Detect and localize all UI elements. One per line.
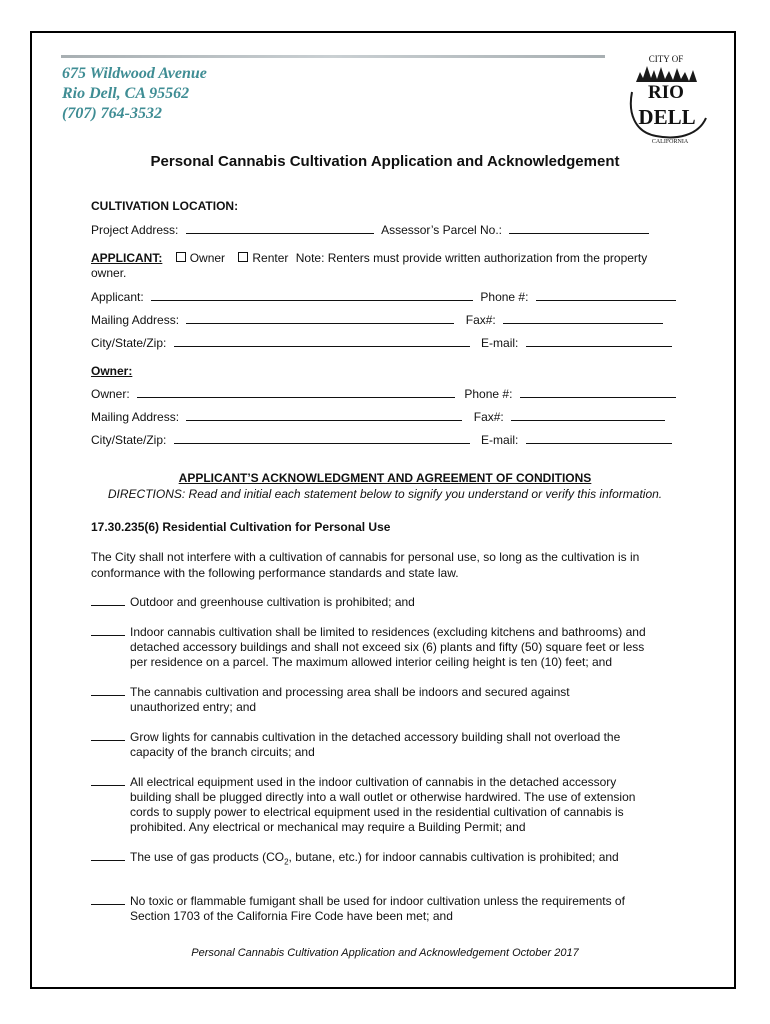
owner-name-label: Owner: — [91, 387, 130, 401]
page-footer: Personal Cannabis Cultivation Application and Acknowledgement October 2017 — [191, 947, 579, 959]
list-item — [91, 894, 681, 923]
owner-fax-label: Fax#: — [473, 410, 504, 424]
location-heading: CULTIVATION LOCATION: — [91, 199, 239, 213]
applicant-name-row — [91, 289, 676, 304]
city-of-rio-dell-logo — [626, 52, 712, 146]
renter-option-label: Renter — [252, 251, 289, 265]
owner-mailing-field[interactable] — [186, 409, 462, 421]
owner-heading: Owner: — [91, 364, 133, 378]
initial-line[interactable] — [91, 685, 125, 696]
item-text: capacity of the branch circuits; and — [130, 745, 315, 759]
ack-directions: DIRECTIONS: Read and initial each statement below to signify you understand or verify this information. — [107, 487, 663, 501]
logo-rio: RIO — [648, 82, 684, 103]
initial-line[interactable] — [91, 775, 125, 786]
project-address-field[interactable] — [186, 222, 374, 234]
page-border — [30, 31, 736, 989]
city-address-block — [62, 64, 207, 124]
item-text: cords to supply power to electrical equipment used in the residential cultivation of cannabis is — [130, 805, 624, 819]
address-street: 675 Wildwood Avenue — [62, 65, 207, 82]
applicant-fax-field[interactable] — [503, 312, 663, 324]
item-text: per residence on a parcel. The maximum allowed interior ceiling height is ten (10) feet; and — [130, 655, 613, 669]
applicant-name-field[interactable] — [151, 289, 473, 301]
logo-dell: DELL — [638, 105, 696, 129]
owner-city-label: City/State/Zip: — [91, 433, 167, 447]
owner-fax-field[interactable] — [511, 409, 665, 421]
applicant-mailing-field[interactable] — [186, 312, 454, 324]
initial-line[interactable] — [91, 625, 125, 636]
list-item — [91, 730, 681, 759]
list-item — [91, 850, 681, 865]
renter-note: Note: Renters must provide written authorization from the property — [295, 251, 648, 265]
initial-line[interactable] — [91, 850, 125, 861]
owner-phone-label: Phone #: — [464, 387, 513, 401]
address-city: Rio Dell, CA 95562 — [62, 85, 190, 102]
applicant-heading: APPLICANT: — [91, 251, 163, 265]
header-rule — [61, 55, 605, 58]
initial-line[interactable] — [91, 894, 125, 905]
owner-phone-field[interactable] — [520, 386, 676, 398]
owner-city-field[interactable] — [174, 432, 470, 444]
intro-line-2: conformance with the following performance standards and state law. — [91, 566, 459, 580]
project-address-row — [91, 222, 649, 237]
initial-line[interactable] — [91, 595, 125, 606]
applicant-city-row — [91, 335, 672, 350]
owner-name-row — [91, 386, 676, 401]
applicant-phone-field[interactable] — [536, 289, 676, 301]
applicant-mailing-label: Mailing Address: — [91, 313, 180, 327]
parcel-number-field[interactable] — [509, 222, 649, 234]
list-item — [91, 685, 681, 714]
item-text: The cannabis cultivation and processing area shall be indoors and secured against — [130, 685, 570, 699]
applicant-type-row — [91, 251, 647, 265]
applicant-city-label: City/State/Zip: — [91, 336, 167, 350]
item-text: prohibited. Any electrical or mechanical may require a Building Permit; and — [130, 820, 526, 834]
owner-checkbox[interactable] — [176, 252, 186, 262]
applicant-fax-label: Fax#: — [465, 313, 496, 327]
list-item — [91, 595, 681, 610]
section-heading: 17.30.235(6) Residential Cultivation for Personal Use — [91, 520, 391, 534]
logo-city-of: CITY OF — [648, 54, 684, 64]
item-text: All electrical equipment used in the indoor cultivation of cannabis in the detached accessory — [130, 775, 617, 789]
page-title: Personal Cannabis Cultivation Application and Acknowledgement — [150, 153, 620, 170]
item-text: Indoor cannabis cultivation shall be limited to residences (excluding kitchens and bathrooms) and — [130, 625, 646, 639]
project-address-label: Project Address: — [91, 223, 179, 237]
item-text: detached accessory buildings and shall not exceed six (6) plants and fifty (50) square feet or less — [130, 640, 645, 654]
parcel-label: Assessor’s Parcel No.: — [381, 223, 502, 237]
applicant-city-field[interactable] — [174, 335, 470, 347]
owner-city-row — [91, 432, 672, 447]
owner-option-label: Owner — [189, 251, 226, 265]
applicant-email-field[interactable] — [526, 335, 672, 347]
logo-california: CALIFORNIA — [651, 139, 689, 145]
item-text: Section 1703 of the California Fire Code have been met; and — [130, 909, 453, 923]
item-text: The use of gas products ($CO_2$, butane, etc.) for indoor cannabis cultivation is prohibited; and — [130, 850, 619, 867]
applicant-email-label: E-mail: — [481, 336, 519, 350]
intro-line-1: The City shall not interfere with a cultivation of cannabis for personal use, so long as the cultivation is in — [91, 550, 640, 564]
item-text: Outdoor and greenhouse cultivation is prohibited; and — [130, 595, 415, 609]
owner-email-field[interactable] — [526, 432, 672, 444]
renter-note-cont: owner. — [91, 266, 127, 280]
applicant-phone-label: Phone #: — [480, 290, 529, 304]
ack-heading: APPLICANT’S ACKNOWLEDGMENT AND AGREEMENT OF CONDITIONS — [178, 471, 592, 485]
item-text: No toxic or flammable fumigant shall be used for indoor cultivation unless the requirements of — [130, 894, 625, 908]
owner-mailing-label: Mailing Address: — [91, 410, 180, 424]
intro-paragraph — [91, 549, 681, 581]
item-text: building shall be plugged directly into a wall outlet or otherwise hardwired. The use of extension — [130, 790, 636, 804]
item-text: Grow lights for cannabis cultivation in the detached accessory building shall not overload the — [130, 730, 621, 744]
item-text: unauthorized entry; and — [130, 700, 257, 714]
owner-email-label: E-mail: — [481, 433, 519, 447]
list-item — [91, 625, 681, 669]
initial-line[interactable] — [91, 730, 125, 741]
renter-checkbox[interactable] — [238, 252, 248, 262]
owner-name-field[interactable] — [137, 386, 455, 398]
address-phone: (707) 764-3532 — [62, 105, 162, 122]
owner-mailing-row — [91, 409, 665, 424]
applicant-mailing-row — [91, 312, 663, 327]
list-item — [91, 775, 681, 834]
applicant-name-label: Applicant: — [91, 290, 144, 304]
